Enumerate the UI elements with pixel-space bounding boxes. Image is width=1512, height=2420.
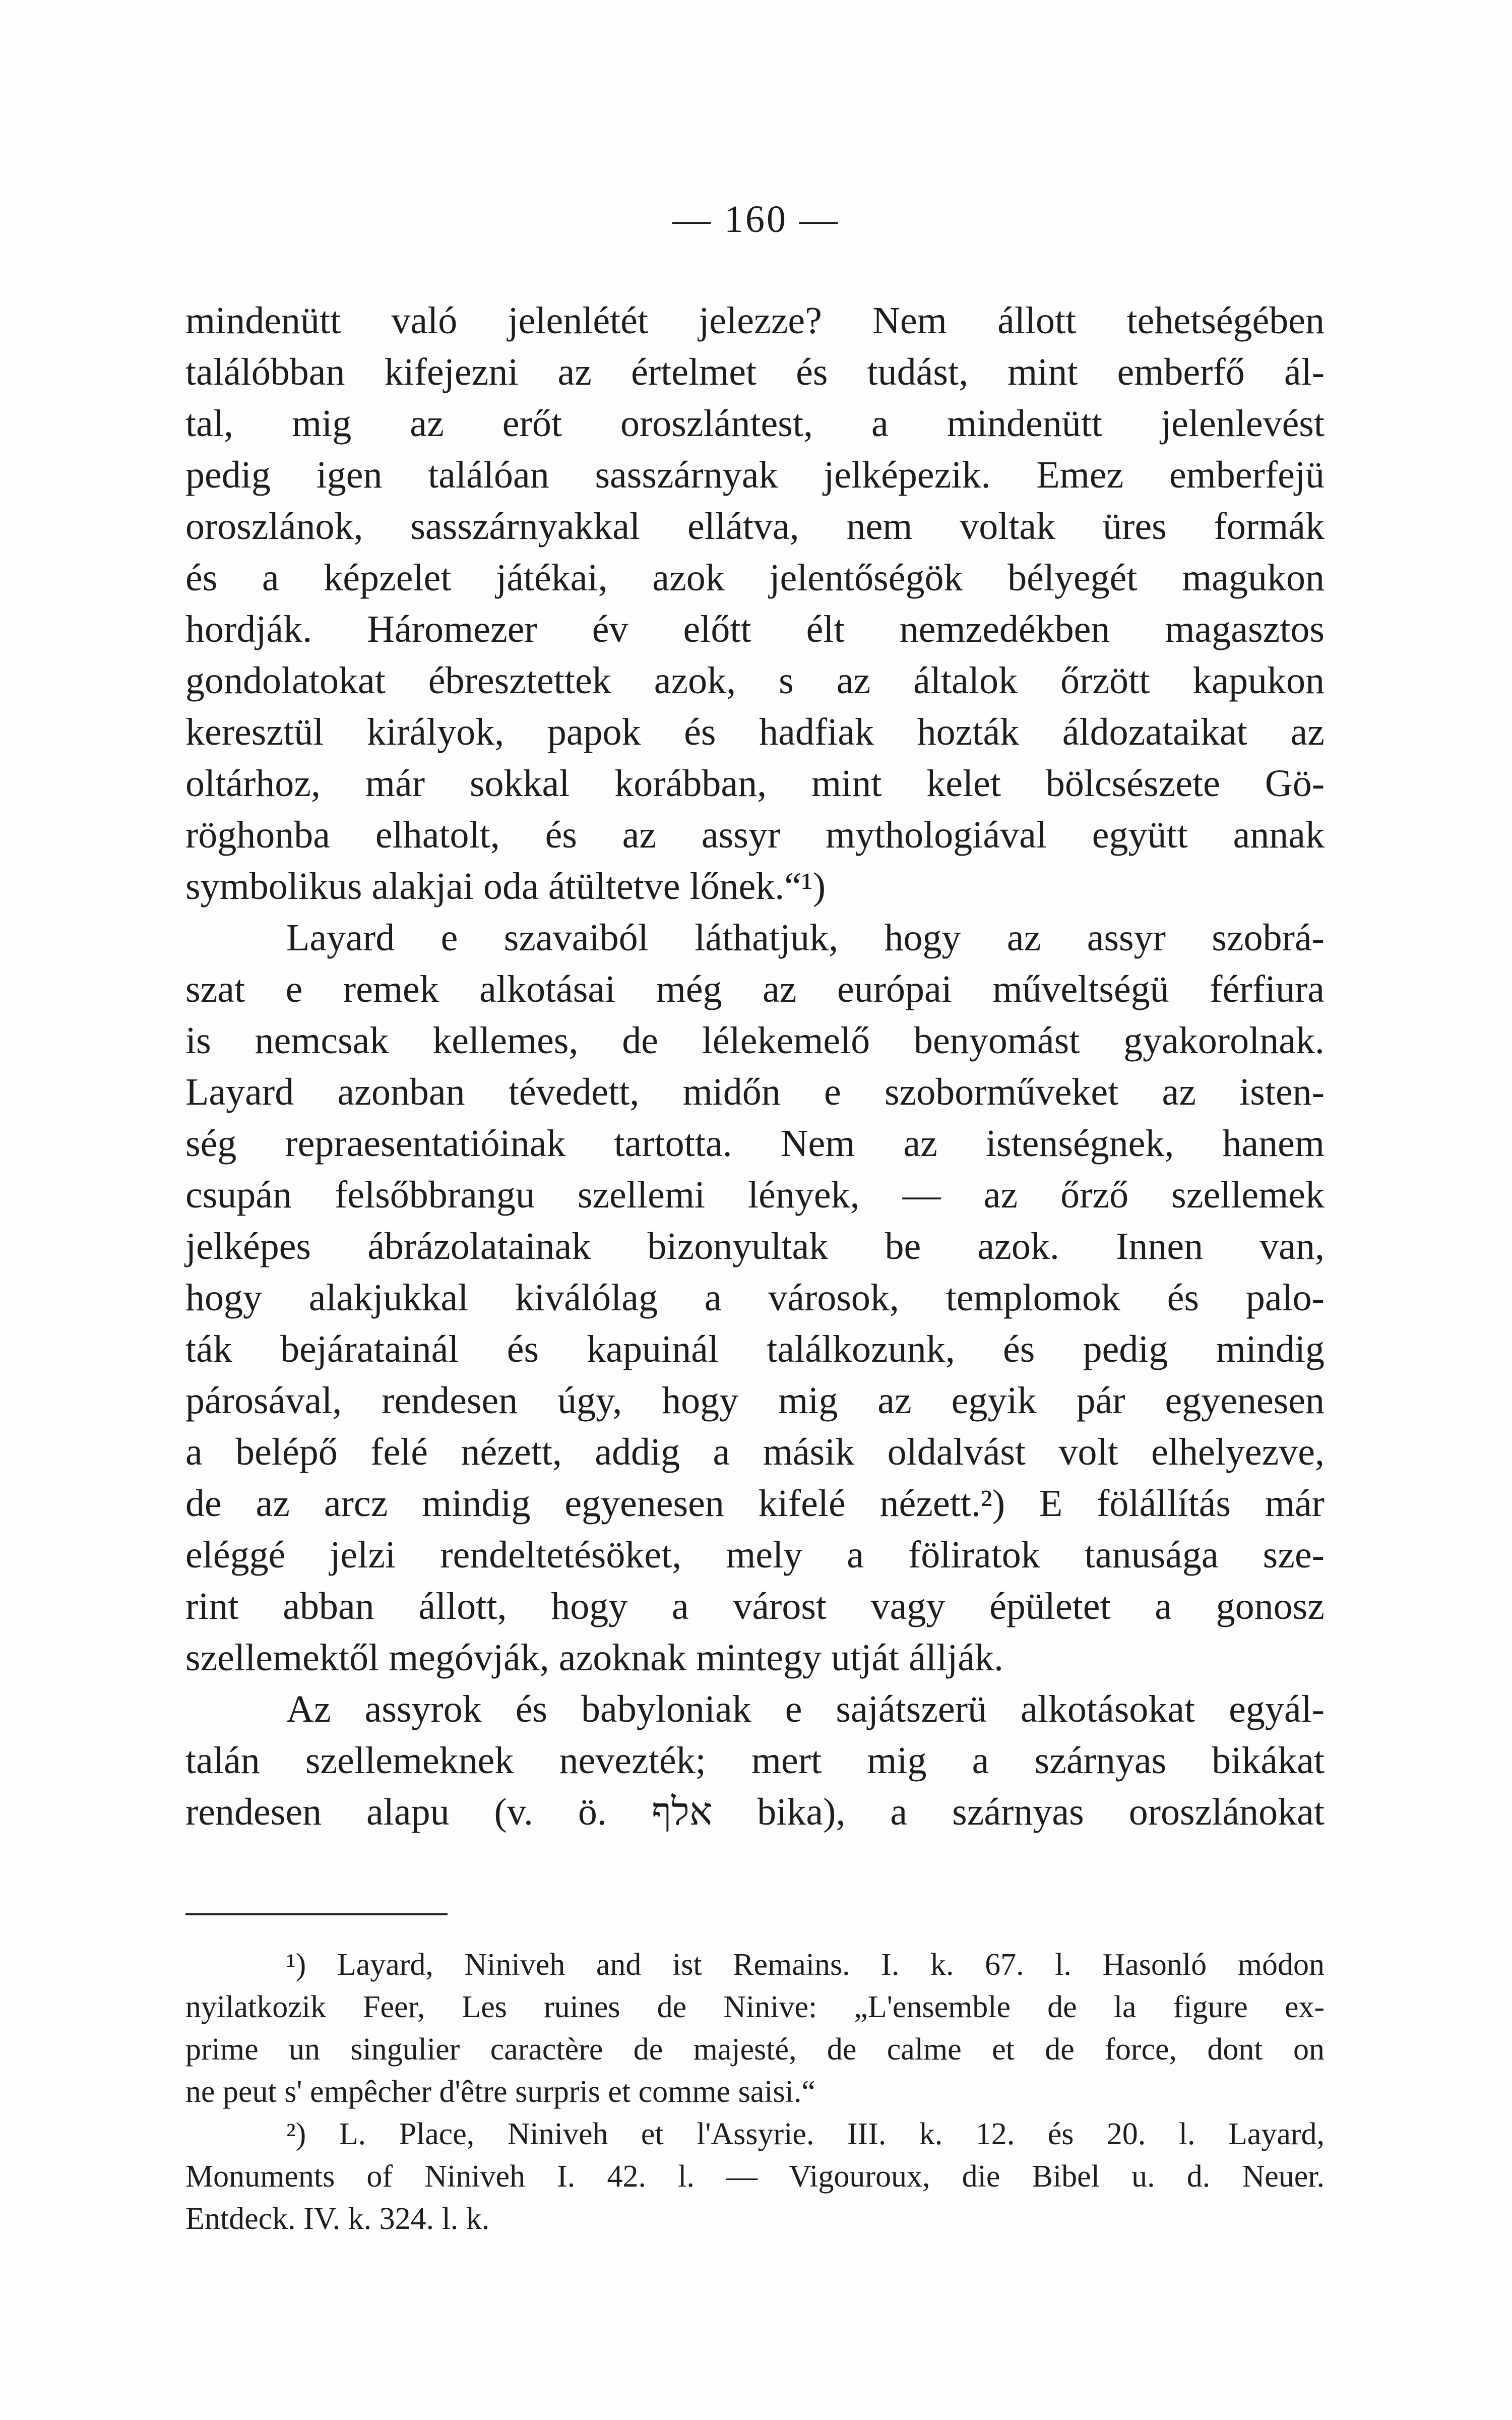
body-line: keresztül királyok, papok és hadfiak hozták áldozataikat az <box>185 711 1325 753</box>
body-line: és a képzelet játékai, azok jelentőségök bélyegét magukon <box>185 557 1325 599</box>
body-line: symbolikus alakjai oda átültetve lőnek.“¹) <box>185 865 826 908</box>
body-line: röghonba elhatolt, és az assyr mythologiával együtt annak <box>185 814 1325 856</box>
body-line: jelképes ábrázolatainak bizonyultak be azok. Innen van, <box>185 1225 1325 1267</box>
body-line: oltárhoz, már sokkal korábban, mint kelet bölcsészete Gö- <box>185 762 1325 805</box>
body-line: hordják. Háromezer év előtt élt nemzedékben magasztos <box>185 608 1325 650</box>
body-line: tal, mig az erőt oroszlántest, a mindenütt jelenlevést <box>185 402 1325 445</box>
body-line: párosával, rendesen úgy, hogy mig az egyik pár egyenesen <box>185 1379 1325 1422</box>
body-line: Az assyrok és babyloniak e sajátszerü alkotásokat egyál- <box>286 1688 1325 1730</box>
body-line: szellemektől megóvják, azoknak mintegy utját állják. <box>185 1637 1003 1679</box>
body-line: ség repraesentatióinak tartotta. Nem az istenségnek, hanem <box>185 1122 1325 1165</box>
body-line: de az arcz mindig egyenesen kifelé nézett.²) E fölállítás már <box>185 1482 1325 1525</box>
body-line: eléggé jelzi rendeltetésöket, mely a föliratok tanusága sze- <box>185 1534 1325 1576</box>
body-line: talán szellemeknek nevezték; mert mig a szárnyas bikákat <box>185 1739 1325 1782</box>
body-line: találóbban kifejezni az értelmet és tudást, mint emberfő ál- <box>185 351 1325 393</box>
body-line: hogy alakjukkal kiválólag a városok, templomok és palo- <box>185 1277 1325 1319</box>
body-line: rint abban állott, hogy a várost vagy épületet a gonosz <box>185 1585 1325 1627</box>
footnote-line: nyilatkozik Feer, Les ruines de Ninive: „L'ensemble de la figure ex- <box>185 1990 1325 2024</box>
footnote-line: Entdeck. IV. k. 324. l. k. <box>185 2202 490 2236</box>
body-line: Layard e szavaiból láthatjuk, hogy az assyr szobrá- <box>286 917 1325 959</box>
body-line: a belépő felé nézett, addig a másik oldalvást volt elhelyezve, <box>185 1431 1325 1473</box>
body-line: mindenütt való jelenlétét jelezze? Nem állott tehetségében <box>185 299 1325 342</box>
footnote-line: prime un singulier caractère de majesté, de calme et de force, dont on <box>185 2032 1325 2067</box>
page-number: — 160 — <box>672 198 840 240</box>
body-line: csupán felsőbbrangu szellemi lények, — az őrző szellemek <box>185 1174 1325 1216</box>
body-line: ták bejáratainál és kapuinál találkozunk, és pedig mindig <box>185 1328 1325 1370</box>
body-line: gondolatokat ébresztettek azok, s az általok őrzött kapukon <box>185 659 1325 702</box>
footnote-line: ¹) Layard, Niniveh and ist Remains. I. k. 67. l. Hasonló módon <box>286 1948 1325 1982</box>
footnotes <box>185 1944 1325 2240</box>
body-line: rendesen alapu (v. ö. אלף bika), a szárnyas oroszlánokat <box>185 1791 1325 1833</box>
footnote-line: ne peut s' empêcher d'être surpris et comme saisi.“ <box>185 2075 815 2109</box>
footnote-divider <box>185 1913 448 1915</box>
body-line: Layard azonban tévedett, midőn e szoborműveket az isten- <box>185 1071 1325 1113</box>
body-line: szat e remek alkotásai még az európai műveltségü férfiura <box>185 968 1325 1010</box>
footnote-line: Monuments of Niniveh I. 42. l. — Vigouroux, die Bibel u. d. Neuer. <box>185 2159 1325 2194</box>
body-line: oroszlánok, sasszárnyakkal ellátva, nem voltak üres formák <box>185 505 1325 548</box>
body-line: is nemcsak kellemes, de lélekemelő benyomást gyakorolnak. <box>185 1019 1325 1062</box>
body-text <box>185 295 1325 1838</box>
body-line: pedig igen találóan sasszárnyak jelképezik. Emez emberfejü <box>185 454 1325 496</box>
footnote-line: ²) L. Place, Niniveh et l'Assyrie. III. k. 12. és 20. l. Layard, <box>286 2117 1325 2151</box>
